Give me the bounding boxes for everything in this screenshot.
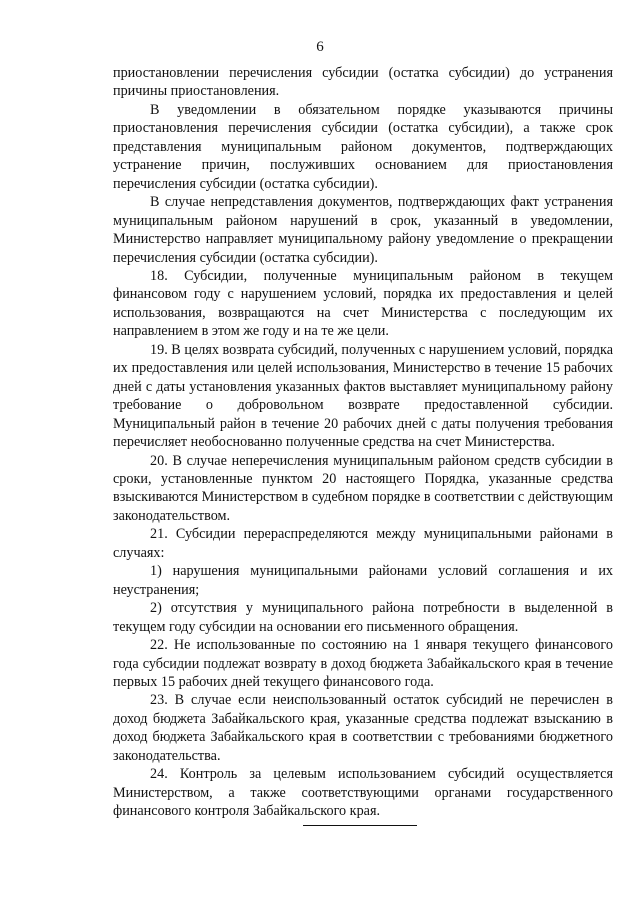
paragraph-clause-20: 20. В случае неперечисления муниципальным районом средств субсидии в сроки, установленные пунктом 20 настоящего Порядка, указанные средства взыскиваются Министерством в судебном порядке в соответствии с действующим законодательством. — [113, 452, 613, 524]
paragraph-clause-19: 19. В целях возврата субсидий, полученных с нарушением условий, порядка их предоставления или целей использования, Министерство в течение 15 рабочих дней с даты установления указанных фактов выставляет муниципальному району требование о добровольном возврате предоставленной субсидии. Муниципальный район в течение 20 рабочих дней с даты получения требования перечисляет необоснованно полученные средства на счет Министерства. — [113, 341, 613, 451]
paragraph-clause-21: 21. Субсидии перераспределяются между муниципальными районами в случаях: — [113, 526, 613, 561]
paragraph-clause-21-item-1: 1) нарушения муниципальными районами условий соглашения и их неустранения; — [113, 563, 613, 598]
document-body — [113, 64, 613, 821]
paragraph-clause-22: 22. Не использованные по состоянию на 1 января текущего финансового года субсидии подлежат возврату в доход бюджета Забайкальского края в течение первых 15 рабочих дней текущего финансового года. — [113, 637, 613, 690]
paragraph-notice-contents: В уведомлении в обязательном порядке указываются причины приостановления перечисления субсидии (остатка субсидии), а также срок представления муниципальным районом документов, подтверждающих устранение причин, послуживших основанием для приостановления перечисления субсидии (остатка субсидии). — [113, 101, 613, 192]
paragraph-clause-21-item-2: 2) отсутствия у муниципального района потребности в выделенной в текущем году субсидии на основании его письменного обращения. — [113, 600, 613, 635]
end-of-document-rule — [303, 825, 417, 826]
paragraph-clause-23: 23. В случае если неиспользованный остаток субсидий не перечислен в доход бюджета Забайкальского края, указанные средства подлежат взысканию в доход бюджета Забайкальского края в соответствии с требованиями бюджетного законодательства. — [113, 692, 613, 764]
paragraph-continuation: приостановлении перечисления субсидии (остатка субсидии) до устранения причины приостановления. — [113, 65, 613, 100]
paragraph-clause-18: 18. Субсидии, полученные муниципальным районом в текущем финансовом году с нарушением условий, порядка их предоставления и целей использования, возвращаются на счет Министерства с последующим их направлением в этом же году и на те же цели. — [113, 267, 613, 340]
page-number: 6 — [316, 39, 324, 55]
paragraph-clause-24: 24. Контроль за целевым использованием субсидий осуществляется Министерством, а также соответствующими органами государственного финансового контроля Забайкальского края. — [113, 766, 613, 820]
paragraph-non-submission: В случае непредставления документов, подтверждающих факт устранения муниципальным районом нарушений в срок, указанный в уведомлении, Министерство направляет муниципальному району уведомление о прекращении перечисления субсидии (остатка субсидии). — [113, 194, 613, 266]
